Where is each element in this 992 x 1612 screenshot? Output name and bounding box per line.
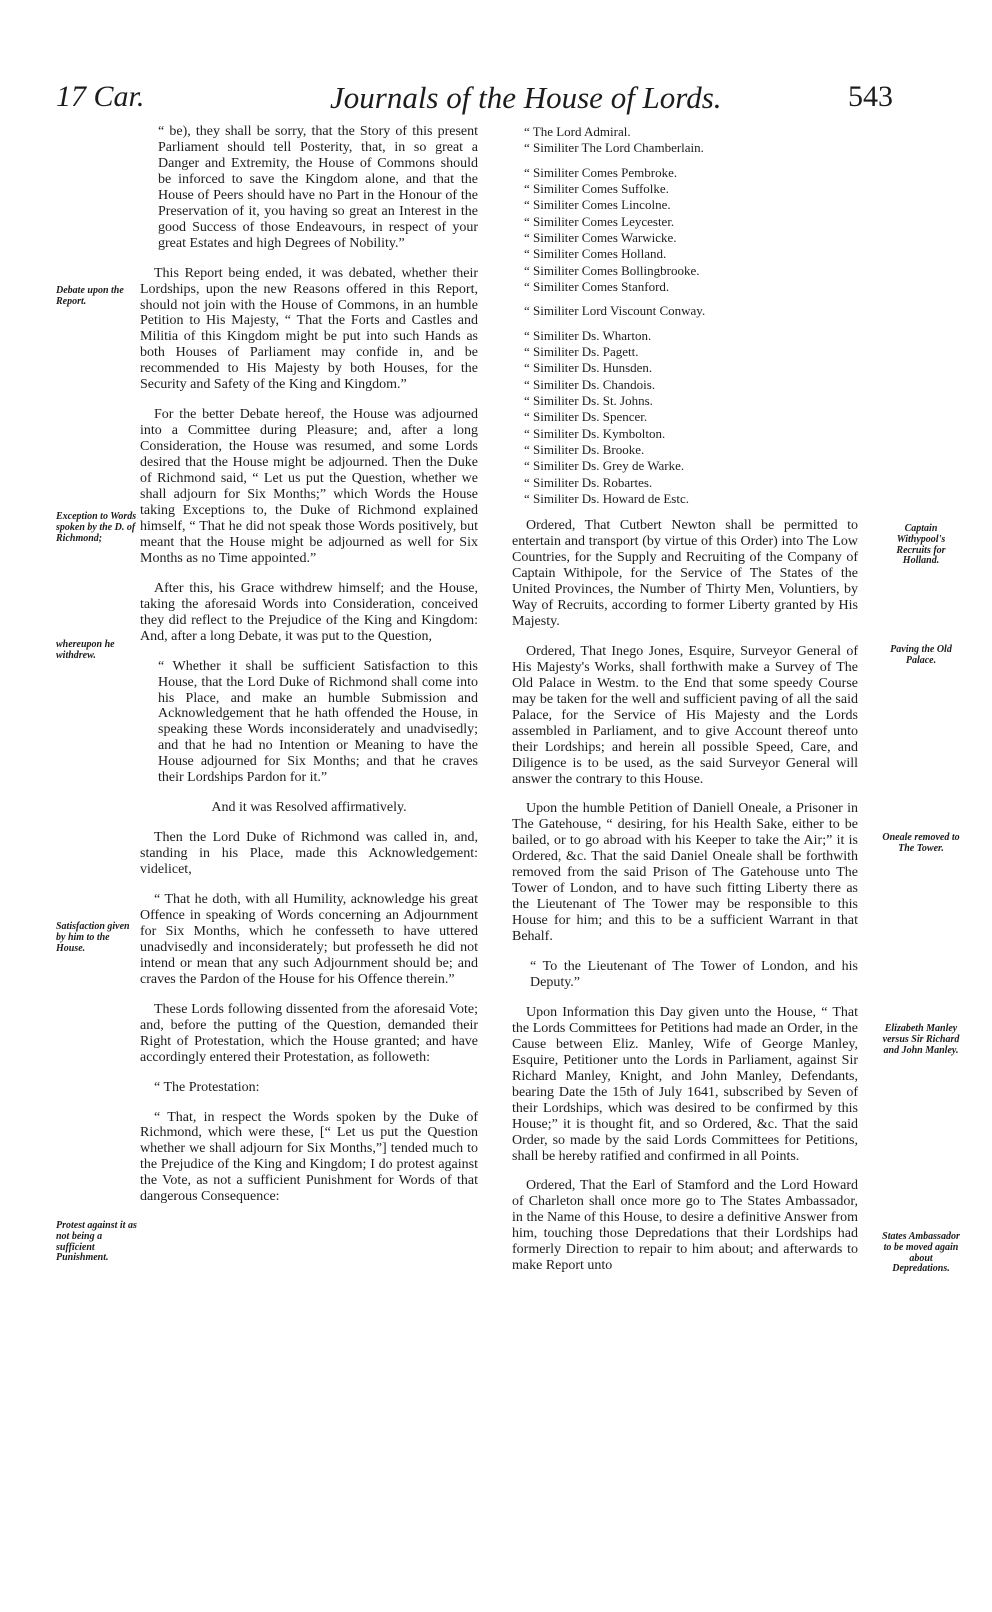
paragraph: Then the Lord Duke of Richmond was called in, and, standing in his Place, made this Acknowledgement: videlicet,	[140, 830, 478, 878]
paragraph: After this, his Grace withdrew himself; and the House, taking the aforesaid Words into Consideration, conceived they did reflect to the Prejudice of the King and Kingdom: And, after a long Debate, it was put to the Question,	[140, 580, 478, 644]
list-item: “ Similiter Ds. Howard de Estc.	[524, 490, 689, 506]
paragraph: Ordered, That Inego Jones, Esquire, Surveyor General of His Majesty's Works, shall forthwith make a Survey of The Old Palace in Westm. to the End that some speedy Course may be taken for the well and sufficient paving of all the said Palace, for the Service of His Majesty and the Lords assembled in Parliament, and to give Account thereof unto their Lordships; and herein all possible Speed, Care, and Diligence is to be used, as the said Surveyor General will answer the contrary to this House.	[512, 643, 858, 787]
right-column	[512, 124, 858, 1288]
margin-note: Paving the Old Palace.	[890, 644, 952, 666]
list-item: “ Similiter Ds. Robartes.	[524, 474, 653, 490]
paragraph: Ordered, That the Earl of Stamford and the Lord Howard of Charleton shall once more go to The States Ambassador, in the Name of this House, to desire a definitive Answer from him, touching those Depredations that their Lordships had formerly Direction to repair to him about; and afterwards to make Report unto	[512, 1178, 858, 1274]
list-item: “ Similiter Ds. Brooke.	[524, 441, 645, 457]
paragraph: Upon Information this Day given unto the House, “ That the Lords Committees for Petitions had made an Order, in the Cause between Eliz. Manley, Wife of George Manley, Esquire, Petitioner unto the Lords in Parliament, against Sir Richard Manley, Knight, and John Manley, Defendants, bearing Date the 15th of July 1641, subscribed by Seven of their Lordships, which was desired to be confirmed by this House;” it is thought fit, and so Ordered, &c. That the said Order, so made by the said Lords Committees for Petitions, shall be hereby ratified and confirmed in all Points.	[512, 1004, 858, 1164]
list-item: “ Similiter Ds. Grey de Warke.	[524, 458, 685, 474]
list-item: “ The Lord Admiral.	[524, 124, 631, 139]
list-item: “ Similiter Ds. Chandois.	[524, 376, 656, 392]
list-item: “ Similiter Ds. St. Johns.	[524, 392, 653, 408]
left-column	[140, 124, 478, 1219]
list-item: “ Similiter Ds. Kymbolton.	[524, 425, 666, 441]
page-number: 543	[848, 80, 893, 113]
list-item: “ Similiter Comes Suffolke.	[524, 180, 669, 196]
list-item: “ Similiter Comes Stanford.	[524, 278, 670, 294]
paragraph: This Report being ended, it was debated, whether their Lordships, upon the new Reasons offered in this Report, should not join with the House of Commons, in an humble Petition to His Majesty, “ That the Forts and Castles and Militia of this Kingdom might be put into such Hands as both Houses of Parliament may confide in, and be recommended to His Majesty by both Houses, for the Security and Safety of the King and Kingdom.”	[140, 265, 478, 393]
margin-note: Elizabeth Manley versus Sir Richard and John Manley.	[882, 1023, 960, 1056]
paragraph: And it was Resolved affirmatively.	[211, 800, 407, 816]
list-item: “ Similiter Comes Pembroke.	[524, 164, 678, 180]
paragraph: “ That he doth, with all Humility, acknowledge his great Offence in speaking of Words concerning an Adjournment for Six Months, which he confesseth to have uttered unadvisedly and inconsiderately; but professeth he did not intend or mean that any such Adjournment should be; and craves the Pardon of the House for his Offence therein.”	[140, 892, 478, 987]
paragraph: Ordered, That Cutbert Newton shall be permitted to entertain and transport (by virtue of this Order) into The Low Countries, for the Supply and Recruiting of the Company of Captain Withipole, for the Service of The States of the United Provinces, the Number of Thirty Men, Voluntiers, by Way of Recruits, according to former Liberty granted by His Majesty.	[512, 518, 858, 629]
margin-note: Debate upon the Report.	[56, 285, 124, 307]
paragraph: For the better Debate hereof, the House was adjourned into a Committee during Pleasure; and, after a long Consideration, the House was resumed, and some Lords desired that the House might be adjourned. Then the Duke of Richmond said, “ Let us put the Question, whether we shall adjourn for Six Months;” which Words the House taking Exceptions to, the Duke of Richmond explained himself, “ That he did not speak those Words positively, but meant that the House might be adjourned as well for Six Months as no Time appointed.”	[140, 407, 478, 566]
paragraph: These Lords following dissented from the aforesaid Vote; and, before the putting of the Question, demanded their Right of Protestation, which the House granted; and have accordingly entered their Protestation, as followeth:	[140, 1001, 478, 1065]
margin-note: Satisfaction given by him to the House.	[56, 921, 130, 954]
list-item: “ Similiter Comes Lincolne.	[524, 197, 671, 213]
margin-note: Captain Withypool's Recruits for Holland.	[896, 523, 946, 567]
page-title: Journals of the House of Lords.	[330, 80, 722, 115]
list-item: “ Similiter Comes Warwicke.	[524, 229, 677, 245]
margin-note: States Ambassador to be moved again about Depredations.	[882, 1231, 960, 1275]
paragraph: “ That, in respect the Words spoken by the Duke of Richmond, which were these, [“ Let us put the Question whether we shall adjourn for Six Months,”] tended much to the Prejudice of the King and Kingdom; I do protest against the Vote, as not a sufficient Punishment for Words of that dangerous Consequence:	[140, 1109, 478, 1205]
list-item: “ Similiter Comes Leycester.	[524, 213, 675, 229]
list-item: “ Similiter Ds. Spencer.	[524, 409, 648, 425]
list-item: “ Similiter Comes Bollingbrooke.	[524, 262, 700, 278]
paragraph: “ The Protestation:	[154, 1079, 260, 1095]
list-item: “ Similiter The Lord Chamberlain.	[524, 140, 704, 156]
margin-note: Exception to Words spoken by the D. of Richmond;	[56, 511, 137, 544]
paragraph: Upon the humble Petition of Daniell Oneale, a Prisoner in The Gatehouse, “ desiring, for his Health Sake, either to be bailed, or to go abroad with his Keeper to take the Air;” it is Ordered, &c. That the said Daniel Oneale shall be forthwith removed from the said Prison of The Gatehouse unto The Tower of London, and to have such fitting Liberty there as the Lieutenant of The Tower may be responsible to this House for him; and this to be a sufficient Warrant in that Behalf.	[512, 801, 858, 945]
list-item: “ Similiter Ds. Wharton.	[524, 327, 652, 343]
margin-note: whereupon he withdrew.	[56, 639, 115, 661]
paragraph: “ To the Lieutenant of The Tower of London, and his Deputy.”	[530, 959, 858, 990]
paragraph: “ Whether it shall be sufficient Satisfaction to this House, that the Lord Duke of Richmond shall come into his Place, and make an humble Submission and Acknowledgement that he hath offended the House, in speaking these Words inconsiderately and unadvisedly; and that he had no Intention or Meaning to have the House adjourned for Six Months; and that he craves their Lordships Pardon for it.”	[158, 658, 478, 786]
running-head-left: 17 Car.	[56, 80, 145, 113]
list-item: “ Similiter Ds. Hunsden.	[524, 360, 653, 376]
margin-note: Protest against it as not being a sufficient Punishment.	[56, 1220, 137, 1264]
margin-note: Oneale removed to The Tower.	[882, 832, 960, 854]
list-item: “ Similiter Lord Viscount Conway.	[524, 303, 706, 319]
list-item: “ Similiter Comes Holland.	[524, 246, 667, 262]
paragraph: “ be), they shall be sorry, that the Story of this present Parliament should tell Posterity, that, in so great a Danger and Extremity, the House of Commons should be inforced to save the Kingdom alone, and that the House of Peers should have no Part in the Honour of the Preservation of it, you having so great an Interest in the good Success of those Endeavours, in respect of your great Estates and high Degrees of Nobility.”	[158, 124, 478, 251]
list-item: “ Similiter Ds. Pagett.	[524, 343, 639, 359]
protesters-list	[512, 124, 858, 506]
